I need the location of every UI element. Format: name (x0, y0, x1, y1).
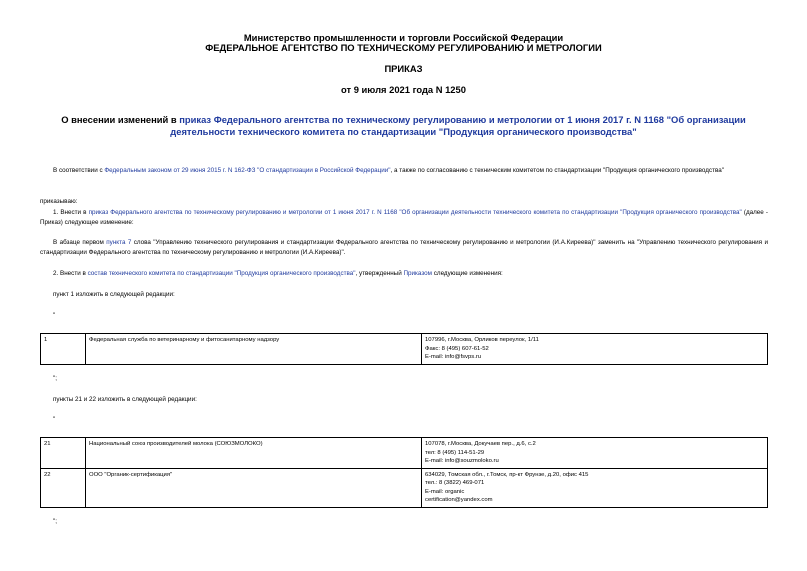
member-number: 1 (41, 334, 86, 365)
text: 2. Внести в (53, 270, 88, 277)
paragraph-item-1 (40, 208, 768, 227)
document-title (28, 114, 779, 137)
document-type: ПРИКАЗ (384, 63, 423, 74)
order-link[interactable]: Приказом (403, 270, 432, 277)
member-organization: Национальный союз производителей молока (СОЮЗМОЛОКО) (86, 438, 422, 469)
text: В абзаце первом (53, 239, 107, 246)
text: 1. Внести в (53, 209, 89, 216)
table-row (41, 334, 768, 365)
member-organization: Федеральная служба по ветеринарному и фитосанитарному надзору (86, 334, 422, 365)
members-table-1 (40, 333, 768, 365)
quote-close: "; (53, 518, 57, 525)
text: (далее - Приказ) следующее изменение: (40, 209, 768, 226)
title-link[interactable]: приказ Федерального агентства по техническому регулированию и метрологии от 1 июня 2017 г. N 1168 "Об организации деятельности технического комитета по стандартизации "Продукция органического производства" (170, 114, 746, 137)
agency-name: ФЕДЕРАЛЬНОЕ АГЕНТСТВО ПО ТЕХНИЧЕСКОМУ РЕГУЛИРОВАНИЮ И МЕТРОЛОГИИ (205, 42, 602, 53)
ministry-name: Министерство промышленности и торговли Российской Федерации (243, 32, 564, 43)
paragraph-order: приказываю: (40, 198, 78, 205)
member-organization: ООО "Органик-сертификация" (86, 468, 422, 507)
member-contacts: 107996, г.Москва, Орликов переулок, 1/11 Факс: 8 (495) 607-61-52 E-mail: info@fsvps.ru (422, 334, 768, 365)
order-1168-link[interactable]: приказ Федерального агентства по техническому регулированию и метрологии от 1 июня 2017 г. N 1168 "Об организации деятельности технического комитета по стандартизации "Продукция органического производства" (88, 209, 742, 216)
member-contacts: 634029, Томская обл., г.Томск, пр-кт Фрунзе, д.20, офис 415 тел.: 8 (3822) 469-071 E-mail: organic certification@yandex.com (422, 468, 768, 507)
paragraph-item-2 (40, 269, 768, 279)
text: , утвержденный (355, 270, 404, 277)
text: В соответствии с (53, 167, 105, 174)
paragraph-point-1: пункт 1 изложить в следующей редакции: (53, 291, 175, 298)
title-prefix: О внесении изменений в (61, 114, 180, 125)
table-row (41, 438, 768, 469)
paragraph-amendment (40, 238, 768, 257)
text: слова "Управлению технического регулирования и стандартизации Федерального агентства по техническому регулированию и метрологии (И.А.Киреева)" заменить на "Управлению технического регулирования и стандартизации Федерального агентства по техническому регулированию и метрологии (И.А.Киреева)". (40, 239, 768, 256)
quote-open: " (53, 312, 56, 319)
member-number: 22 (41, 468, 86, 507)
text: следующие изменения: (432, 270, 503, 277)
document-date-number: от 9 июля 2021 года N 1250 (341, 84, 466, 95)
table-row (41, 468, 768, 507)
paragraph-points-21-22: пункты 21 и 22 изложить в следующей редакции: (53, 396, 197, 403)
quote-close: "; (53, 375, 57, 382)
paragraph-basis (40, 166, 768, 176)
members-table-2 (40, 437, 768, 508)
text: , а также по согласованию с техническим комитетом по стандартизации "Продукция органического производства" (390, 167, 724, 174)
federal-law-link[interactable]: Федеральным законом от 29 июня 2015 г. N 162-ФЗ "О стандартизации в Российской Федерации" (104, 167, 391, 174)
member-contacts: 107078, г.Москва, Докучаев пер., д.6, с.2 тел: 8 (495) 114-51-29 E-mail: info@souzmoloko.ru (422, 438, 768, 469)
member-number: 21 (41, 438, 86, 469)
quote-open: " (53, 416, 56, 423)
clause-7-link[interactable]: пункта 7 (106, 239, 132, 246)
committee-composition-link[interactable]: состав технического комитета по стандартизации "Продукция органического производства" (87, 270, 356, 277)
